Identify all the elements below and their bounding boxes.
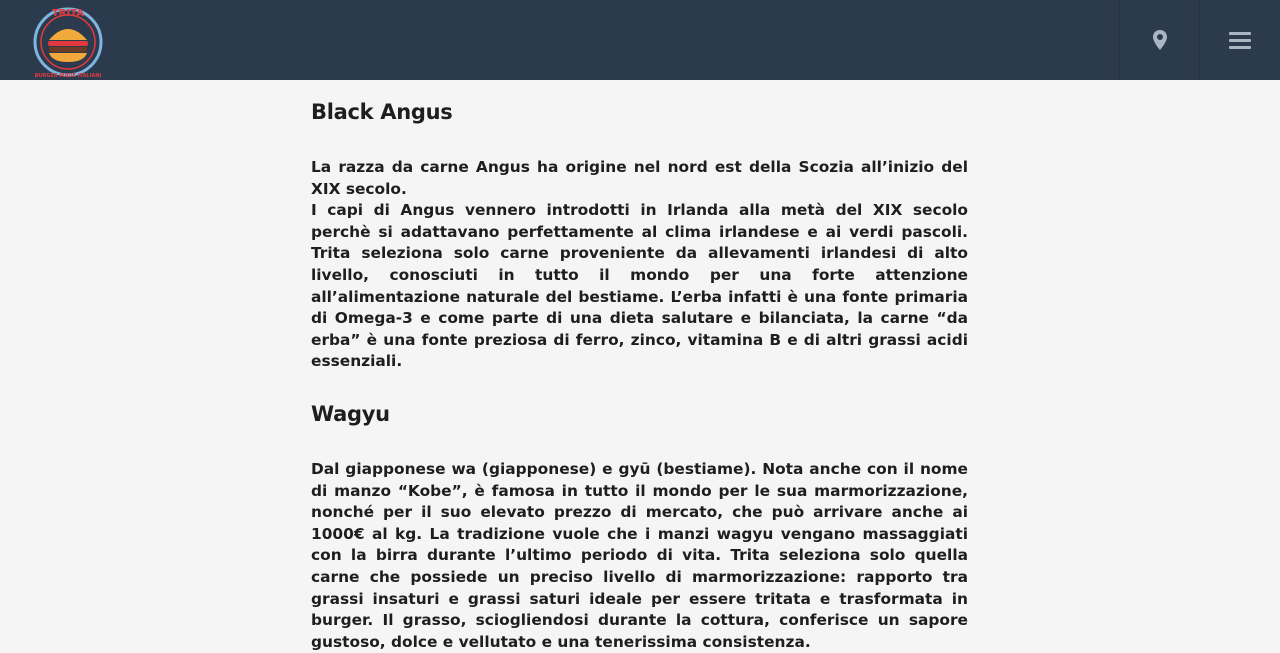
section-body [311,157,968,373]
location-button[interactable] [1119,0,1199,80]
section-body [311,459,968,653]
burger-logo-icon [32,4,104,78]
menu-button[interactable] [1199,0,1279,80]
body-line: I capi di Angus vennero introdotti in Irlanda alla metà del XIX secolo perchè si adattavano perfettamente al clima irlandese e ai verdi pascoli. Trita seleziona solo carne proveniente da allevamenti irlandesi di alto livello, conosciuti in tutto il mondo per una forte attenzione all’alimentazione naturale del bestiame. L’erba infatti è una fonte primaria di Omega-3 e come parte di una dieta salutare e bilanciata, la carne “da erba” è una fonte preziosa di ferro, zinco, vitamina B e di altri grassi acidi essenziali. [311,201,968,371]
section-title: Black Angus [311,100,453,124]
top-navbar [0,0,1280,80]
section-black-angus [311,99,968,373]
body-line: La razza da carne Angus ha origine nel nord est della Scozia all’inizio del XIX secolo. [311,158,968,198]
brand-logo[interactable] [32,4,104,78]
body-line: Dal giapponese wa (giapponese) e gyū (bestiame). Nota anche con il nome di manzo “Kobe”, è famosa in tutto il mondo per le sua marmorizzazione, nonché per il suo elevato prezzo di mercato, che può arrivare anche ai 1000€ al kg. La tradizione vuole che i manzi wagyu vengano massaggiati con la birra durante l’ultimo periodo di vita. Trita seleziona solo quella carne che possiede un preciso livello di marmorizzazione: rapporto tra grassi insaturi e grassi saturi ideale per essere tritata e trasformata in burger. Il grasso, sciogliendosi durante la cottura, conferisce un sapore gustoso, dolce e vellutato e una tenerissima consistenza. [311,459,968,651]
logo-text-bottom: BURGER MADE ITALIANI [34,73,102,79]
section-wagyu [311,401,968,653]
article-content [311,80,968,653]
section-title: Wagyu [311,401,390,426]
map-marker-icon [1153,30,1167,50]
hamburger-menu-icon [1229,31,1251,49]
logo-text-top: TRITA [51,8,85,19]
